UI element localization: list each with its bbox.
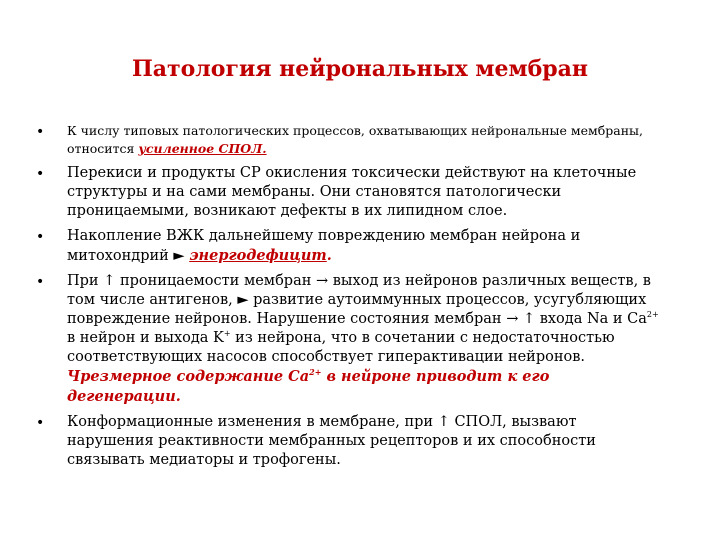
bullet-marker: • xyxy=(36,124,45,140)
bullet-item xyxy=(36,122,666,158)
bullet-item xyxy=(36,164,666,221)
bullet-text xyxy=(67,122,666,158)
bullet-marker: • xyxy=(36,274,45,290)
text-run: Накопление ВЖК дальнейшему повреждению мембран нейрона и митохондрий ► xyxy=(67,228,581,264)
text-run: Перекиси и продукты СР окисления токсически действуют на клеточные структуры и на сами мембраны. Они становятся патологически проницаемыми, возникают дефекты в их липидном слое. xyxy=(67,165,637,219)
bullet-text xyxy=(67,227,666,266)
bullet-item xyxy=(36,272,666,407)
bullet-marker: • xyxy=(36,229,45,245)
bullet-item xyxy=(36,227,666,266)
bullet-list xyxy=(36,122,666,476)
text-run: из нейрона, что в сочетании с недостаточностью соответствующих насосов способствует гиперактивации нейронов. xyxy=(67,330,615,365)
bullet-item xyxy=(36,413,666,470)
superscript: 2+ xyxy=(309,367,322,378)
bullet-text xyxy=(67,164,666,221)
superscript: + xyxy=(223,329,231,339)
text-run: Конформационные изменения в мембране, при ↑ СПОЛ, вызвают нарушения реактивности мембранных рецепторов и их способности связывать медиаторы и трофогены. xyxy=(67,414,596,468)
bullet-marker: • xyxy=(36,166,45,182)
text-run: в нейрон и выхода K xyxy=(67,330,224,346)
bullet-text xyxy=(67,272,666,407)
bullet-marker: • xyxy=(36,415,45,431)
highlight-text: усиленное СПОЛ. xyxy=(138,141,267,156)
text-run: При ↑ проницаемости мембран → выход из нейронов различных веществ, в том числе антигенов, ► развитие аутоиммунных процессов, усугубляющих повреждение нейронов. Нарушение состояния мембран → ↑ входа Na и Ca xyxy=(67,273,651,327)
highlight-text: в нейроне приводит к его дегенерации. xyxy=(67,368,550,405)
slide-title: Патология нейрональных мембран xyxy=(131,56,589,82)
text-run: . xyxy=(326,247,332,264)
highlight-text: энергодефицит xyxy=(189,247,327,264)
highlight-text: Чрезмерное содержание Са xyxy=(67,368,310,385)
superscript: 2+ xyxy=(646,310,659,320)
text-run: К числу типовых патологических процессов, охватывающих нейрональные мембраны, относится xyxy=(67,123,643,156)
bullet-text xyxy=(67,413,666,470)
